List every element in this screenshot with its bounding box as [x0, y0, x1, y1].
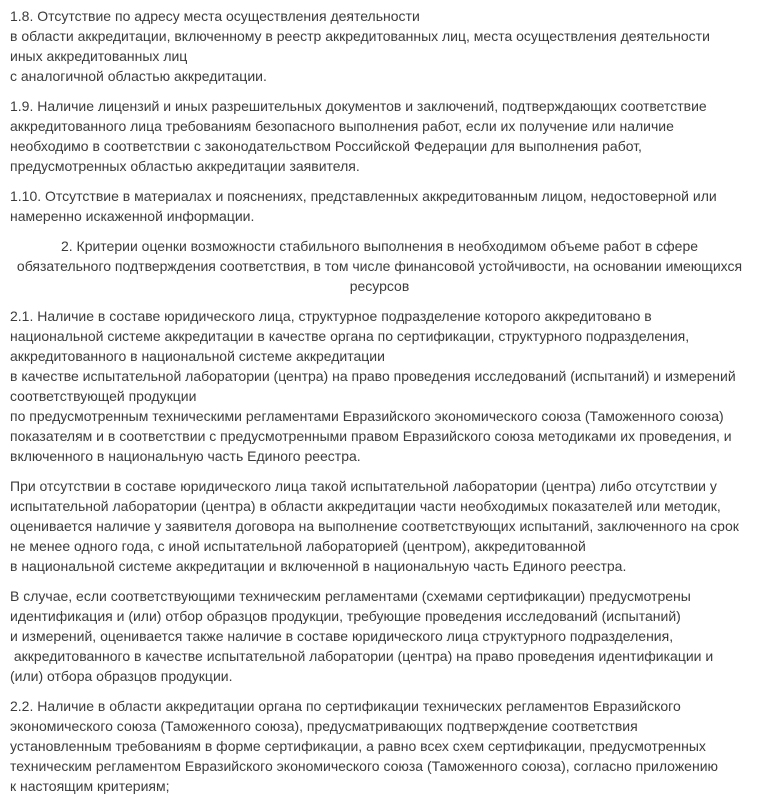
text-line: в национальной системе аккредитации и включенной в национальную часть Единого реестра. [10, 558, 627, 574]
section-2-heading [10, 236, 749, 296]
text-line: в области аккредитации, включенному в реестр аккредитованных лиц, места осуществления деятельности [10, 28, 710, 44]
text-line: (или) отбора образцов продукции. [10, 668, 233, 684]
text-line: испытательной лаборатории (центра) в области аккредитации части необходимых показателей или методик, [10, 498, 721, 514]
text-line: аккредитованного лица требованиям безопасного выполнения работ, если их получение или наличие [10, 118, 674, 134]
text-line: иных аккредитованных лиц [10, 48, 188, 64]
text-line: по предусмотренным техническими регламентами Евразийского экономического союза (Таможенного союза) [10, 408, 724, 424]
text-line: 1.8. Отсутствие по адресу места осуществления деятельности [10, 8, 420, 24]
text-line: установленным требованиям в форме сертификации, а равно всех схем сертификации, предусмотренных [10, 738, 706, 754]
paragraph-2-2 [10, 696, 749, 796]
text-line: предусмотренных областью аккредитации заявителя. [10, 158, 360, 174]
text-line: с аналогичной областью аккредитации. [10, 68, 267, 84]
text-line: В случае, если соответствующими техническим регламентами (схемами сертификации) предусмотрены [10, 588, 691, 604]
text-line: не менее одного года, с иной испытательной лабораторией (центром), аккредитованной [10, 538, 586, 554]
text-line: техническим регламентом Евразийского экономического союза (Таможенного союза), согласно приложению [10, 758, 719, 774]
text-line: к настоящим критериям; [10, 778, 170, 794]
text-line: аккредитованного в национальной системе аккредитации [10, 348, 385, 364]
text-line: включенного в национальную часть Единого реестра. [10, 448, 361, 464]
paragraph-2-1 [10, 306, 749, 466]
heading-line: 2. Критерии оценки возможности стабильного выполнения в необходимом объеме работ в сфере [60, 238, 699, 254]
text-line: 1.9. Наличие лицензий и иных разрешительных документов и заключений, подтверждающих соответствие [10, 98, 707, 114]
text-line: соответствующей продукции [10, 388, 197, 404]
text-line: идентификация и (или) отбор образцов продукции, требующие проведения исследований (испытаний) [10, 608, 681, 624]
paragraph-1-8 [10, 6, 749, 86]
paragraph-1-9 [10, 96, 749, 176]
text-line: в качестве испытательной лаборатории (центра) на право проведения исследований (испытаний) и измерений [10, 368, 736, 384]
text-line: 2.2. Наличие в области аккредитации органа по сертификации технических регламентов Евразийского [10, 698, 681, 714]
text-line: показателям и в соответствии с предусмотренными правом Евразийского союза методиками их проведения, и [10, 428, 732, 444]
text-line: аккредитованного в качестве испытательной лаборатории (центра) на право проведения идентификации и [10, 648, 714, 664]
heading-line: обязательного подтверждения соответствия, в том числе финансовой устойчивости, на основании имеющихся [16, 258, 743, 274]
heading-line: ресурсов [349, 278, 410, 294]
text-line: намеренно искаженной информации. [10, 208, 255, 224]
paragraph-1-10 [10, 186, 749, 226]
text-line: экономического союза (Таможенного союза), предусматривающих подтверждение соответствия [10, 718, 638, 734]
text-line: 1.10. Отсутствие в материалах и пояснениях, представленных аккредитованным лицом, недостоверной или [10, 188, 717, 204]
text-line: национальной системе аккредитации в качестве органа по сертификации, структурного подразделения, [10, 328, 690, 344]
text-line: оценивается наличие у заявителя договора на выполнение соответствующих испытаний, заключенного на срок [10, 518, 739, 534]
text-line: 2.1. Наличие в составе юридического лица, структурное подразделение которого аккредитовано в [10, 308, 652, 324]
text-line: необходимо в соответствии с законодательством Российской Федерации для выполнения работ, [10, 138, 642, 154]
text-line: и измерений, оценивается также наличие в составе юридического лица структурного подразделения, [10, 628, 674, 644]
paragraph-2-1-absence [10, 476, 749, 576]
paragraph-2-1-identification [10, 586, 749, 686]
text-line: При отсутствии в составе юридического лица такой испытательной лаборатории (центра) либо отсутствии у [10, 478, 717, 494]
